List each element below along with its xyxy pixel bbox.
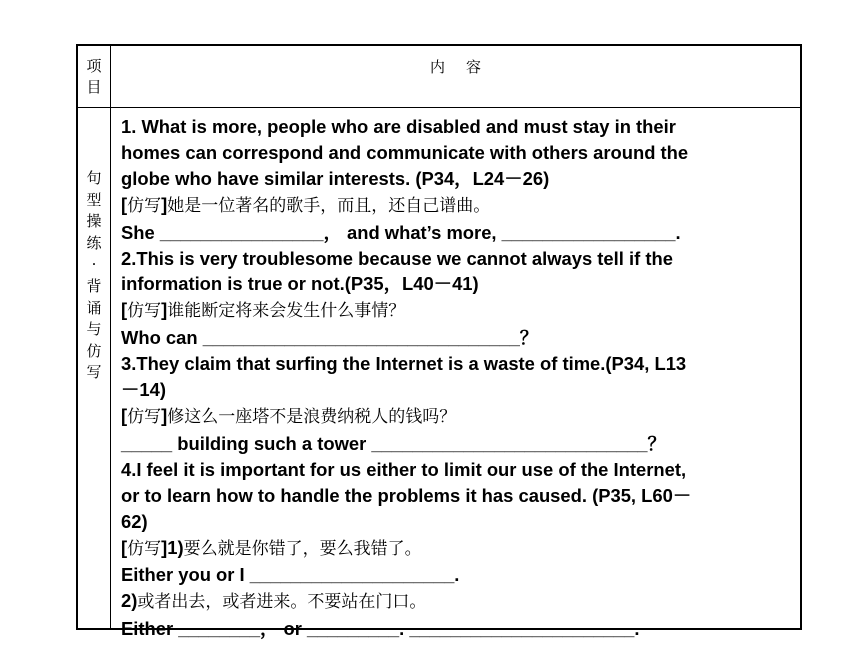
line-segment: ] (161, 299, 168, 321)
line-segment: 仿写 (127, 406, 162, 427)
line-segment: ] (161, 404, 168, 426)
line-segment: 仿写 (127, 538, 162, 559)
content-line (121, 297, 797, 325)
content-body (121, 114, 797, 642)
content-line (121, 403, 797, 431)
line-segment: 仿写 (127, 301, 162, 322)
content-line: _____ building such a tower ___________________________？ (121, 432, 666, 454)
content-line (121, 192, 797, 220)
line-segment: 要么就是你错了，要么我错了。 (183, 538, 422, 559)
line-segment: 2) (121, 590, 138, 612)
line-segment: [ (121, 299, 128, 321)
content-line: Who can _______________________________？ (121, 327, 539, 349)
content-line: She ________________， and what’s more, _________________. (121, 221, 681, 243)
side-label-cell (78, 108, 110, 628)
content-line: or to learn how to handle the problems it has caused. (P35, L60－ (121, 484, 692, 506)
header-divider (78, 107, 800, 108)
content-line: homes can correspond and communicate with others around the (121, 141, 689, 163)
content-line (121, 588, 797, 616)
content-line: 4.I feel it is important for us either to limit our use of the Internet, (121, 458, 687, 480)
content-line: globe who have similar interests. (P34，L24－26) (121, 167, 550, 189)
header-item-cell (78, 46, 110, 107)
line-segment: 或者出去，或者进来。不要站在门口。 (137, 592, 427, 613)
content-line: 2.This is very troublesome because we cannot always tell if the (121, 247, 673, 269)
content-line: －14) (121, 379, 166, 401)
content-line: Either ________， or _________. ______________________. (121, 618, 640, 640)
line-segment: 仿写 (127, 195, 162, 216)
content-line: 62) (121, 510, 148, 532)
content-line: 3.They claim that surfing the Internet is a waste of time.(P34, L13 (121, 353, 687, 375)
column-divider (110, 46, 111, 628)
content-line: Either you or I ____________________. (121, 564, 460, 586)
header-item-label: 项目 (86, 56, 102, 96)
line-segment: ]1) (161, 536, 184, 558)
content-line: 1. What is more, people who are disabled and must stay in their (121, 116, 676, 137)
exercise-table (76, 44, 802, 640)
line-segment: [ (121, 404, 128, 426)
line-segment: [ (121, 193, 128, 215)
content-line (121, 535, 797, 563)
line-segment: 谁能断定将来会发生什么事情？ (167, 301, 406, 322)
content-line: information is true or not.(P35，L40－41) (121, 273, 479, 295)
header-content-label: 内容 (429, 57, 502, 76)
line-segment: 修这么一座塔不是浪费纳税人的钱吗？ (167, 406, 457, 427)
line-segment: [ (121, 536, 128, 558)
line-segment: ] (161, 193, 168, 215)
line-segment: 她是一位著名的歌手，而且，还自己谱曲。 (167, 195, 491, 216)
side-label: 句型操练·背诵与仿 写 (86, 169, 102, 382)
